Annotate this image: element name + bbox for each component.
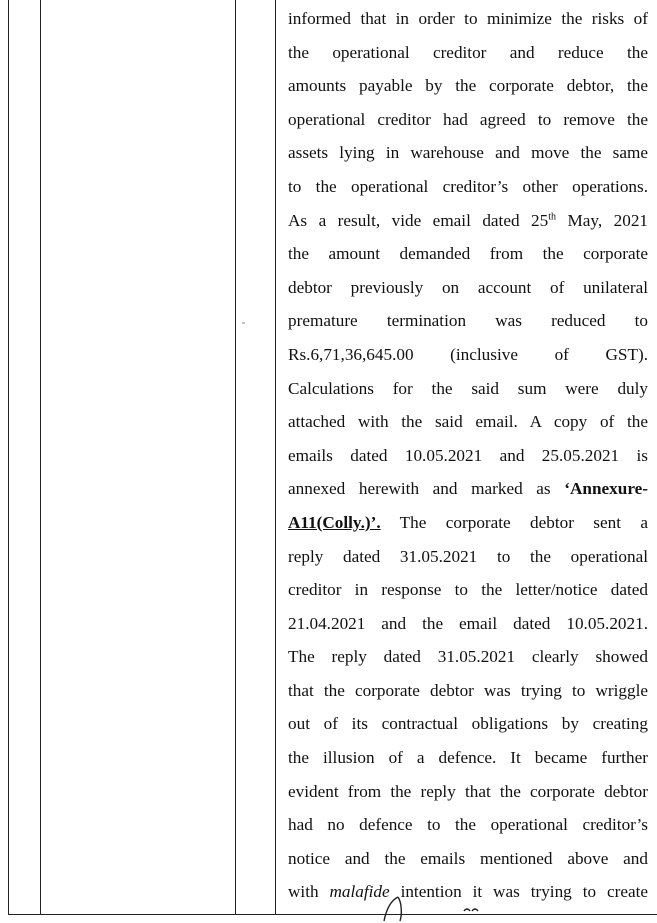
text-line bbox=[288, 506, 648, 540]
signature-mark bbox=[380, 893, 500, 923]
table-bottom-border bbox=[8, 914, 657, 915]
text-fragment: May, 2021 bbox=[556, 210, 649, 230]
table-divider-2 bbox=[235, 0, 236, 915]
text-line: emails dated 10.05.2021 and 25.05.2021 is bbox=[288, 445, 648, 465]
text-line bbox=[288, 204, 648, 238]
text-line: operational creditor had agreed to remove the bbox=[288, 109, 648, 129]
italic-term: malafide bbox=[329, 882, 390, 902]
superscript: th bbox=[548, 210, 556, 222]
text-line: premature termination was reduced to bbox=[288, 311, 648, 331]
text-line: out of its contractual obligations by creating bbox=[288, 714, 648, 734]
table-divider-1 bbox=[40, 0, 41, 915]
text-line: creditor in response to the letter/notice dated bbox=[288, 580, 648, 600]
text-line: 21.04.2021 and the email dated 10.05.2021. bbox=[288, 613, 648, 633]
text-line bbox=[288, 472, 648, 506]
text-fragment: The corporate debtor sent a bbox=[380, 512, 648, 532]
text-line: the amount demanded from the corporate bbox=[288, 244, 648, 264]
text-fragment: As a result, vide email dated 25 bbox=[288, 210, 549, 230]
text-line: notice and the emails mentioned above and bbox=[288, 848, 648, 868]
text-line: evident from the reply that the corporate debtor bbox=[288, 781, 648, 801]
scan-speck bbox=[242, 322, 245, 324]
text-line: that the corporate debtor was trying to wriggle bbox=[288, 680, 648, 700]
table-divider-3 bbox=[275, 0, 276, 915]
paragraph-text bbox=[288, 2, 648, 909]
text-line: had no defence to the operational creditor’s bbox=[288, 815, 648, 835]
annexure-label: A11(Colly.)’. bbox=[288, 512, 381, 532]
text-line: the illusion of a defence. It became further bbox=[288, 748, 648, 768]
table-left-border bbox=[8, 0, 9, 915]
text-line: debtor previously on account of unilateral bbox=[288, 277, 648, 297]
annexure-label: ‘Annexure- bbox=[564, 479, 648, 499]
text-line: amounts payable by the corporate debtor, the bbox=[288, 76, 648, 96]
text-line: attached with the said email. A copy of the bbox=[288, 412, 648, 432]
text-line: Rs.6,71,36,645.00 (inclusive of GST). bbox=[288, 344, 648, 364]
text-line: to the operational creditor’s other operations. bbox=[288, 176, 648, 196]
text-fragment: with bbox=[288, 882, 330, 902]
text-line: informed that in order to minimize the risks of bbox=[288, 9, 648, 28]
text-line: The reply dated 31.05.2021 clearly showed bbox=[288, 647, 648, 667]
text-fragment: intention it was trying to create bbox=[389, 882, 648, 902]
text-line: the operational creditor and reduce the bbox=[288, 42, 648, 62]
text-fragment: annexed herewith and marked as bbox=[288, 479, 565, 499]
text-line: reply dated 31.05.2021 to the operational bbox=[288, 546, 648, 566]
text-line: assets lying in warehouse and move the same bbox=[288, 143, 648, 163]
text-line: Calculations for the said sum were duly bbox=[288, 378, 648, 398]
